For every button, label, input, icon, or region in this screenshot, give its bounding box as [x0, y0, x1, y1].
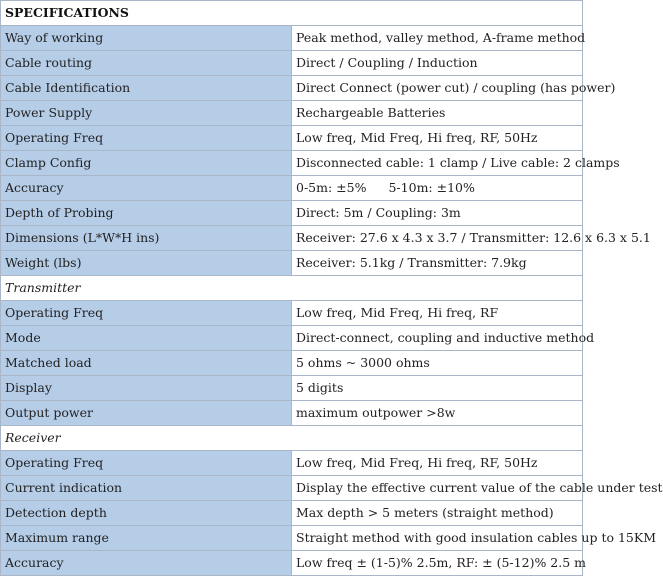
row-label: Depth of Probing	[1, 201, 292, 226]
row-value: Display the effective current value of the cable under test	[292, 476, 583, 501]
row-value: Straight method with good insulation cables up to 15KM	[292, 526, 583, 551]
row-value: maximum outpower >8w	[292, 401, 583, 426]
row-label: Current indication	[1, 476, 292, 501]
row-label: Power Supply	[1, 101, 292, 126]
table-row	[1, 176, 583, 201]
accuracy-range-far: 5-10m: ±10%	[388, 180, 475, 195]
table-row	[1, 526, 583, 551]
table-row	[1, 551, 583, 576]
row-label: Cable Identification	[1, 76, 292, 101]
row-value	[292, 176, 583, 201]
table-header-row	[1, 1, 583, 26]
row-value: Direct: 5m / Coupling: 3m	[292, 201, 583, 226]
table-row	[1, 126, 583, 151]
table-row	[1, 451, 583, 476]
row-label: Output power	[1, 401, 292, 426]
row-label: Dimensions (L*W*H ins)	[1, 226, 292, 251]
table-row	[1, 476, 583, 501]
table-row	[1, 51, 583, 76]
row-value: Low freq, Mid Freq, Hi freq, RF, 50Hz	[292, 451, 583, 476]
row-label: Clamp Config	[1, 151, 292, 176]
row-label: Accuracy	[1, 551, 292, 576]
row-value: Low freq ± (1-5)% 2.5m, RF: ± (5-12)% 2.5 m	[292, 551, 583, 576]
table-row	[1, 76, 583, 101]
row-value: Rechargeable Batteries	[292, 101, 583, 126]
row-value: Direct-connect, coupling and inductive method	[292, 326, 583, 351]
row-label: Operating Freq	[1, 126, 292, 151]
row-value: Direct Connect (power cut) / coupling (has power)	[292, 76, 583, 101]
row-value: Peak method, valley method, A-frame method	[292, 26, 583, 51]
section-title-transmitter: Transmitter	[1, 276, 583, 301]
table-row	[1, 351, 583, 376]
row-value: Max depth > 5 meters (straight method)	[292, 501, 583, 526]
table-row	[1, 226, 583, 251]
row-value: Low freq, Mid Freq, Hi freq, RF, 50Hz	[292, 126, 583, 151]
row-label: Operating Freq	[1, 301, 292, 326]
table-row	[1, 26, 583, 51]
table-row	[1, 326, 583, 351]
row-value: 5 ohms ~ 3000 ohms	[292, 351, 583, 376]
table-row	[1, 301, 583, 326]
table-row	[1, 151, 583, 176]
table-row	[1, 251, 583, 276]
row-label: Operating Freq	[1, 451, 292, 476]
row-value: Receiver: 5.1kg / Transmitter: 7.9kg	[292, 251, 583, 276]
row-label: Accuracy	[1, 176, 292, 201]
section-title-receiver: Receiver	[1, 426, 583, 451]
row-label: Way of working	[1, 26, 292, 51]
row-label: Mode	[1, 326, 292, 351]
row-value: 5 digits	[292, 376, 583, 401]
table-row	[1, 376, 583, 401]
table-row	[1, 101, 583, 126]
row-value: Disconnected cable: 1 clamp / Live cable: 2 clamps	[292, 151, 583, 176]
row-label: Detection depth	[1, 501, 292, 526]
row-value: Receiver: 27.6 x 4.3 x 3.7 / Transmitter: 12.6 x 6.3 x 5.1	[292, 226, 583, 251]
table-row	[1, 501, 583, 526]
row-value: Direct / Coupling / Induction	[292, 51, 583, 76]
row-label: Display	[1, 376, 292, 401]
table-row	[1, 201, 583, 226]
row-value: Low freq, Mid Freq, Hi freq, RF	[292, 301, 583, 326]
specifications-heading: SPECIFICATIONS	[1, 1, 583, 26]
row-label: Cable routing	[1, 51, 292, 76]
accuracy-range-near: 0-5m: ±5%	[296, 180, 367, 195]
row-label: Matched load	[1, 351, 292, 376]
table-row	[1, 401, 583, 426]
section-row-transmitter	[1, 276, 583, 301]
section-row-receiver	[1, 426, 583, 451]
row-label: Maximum range	[1, 526, 292, 551]
row-label: Weight (lbs)	[1, 251, 292, 276]
